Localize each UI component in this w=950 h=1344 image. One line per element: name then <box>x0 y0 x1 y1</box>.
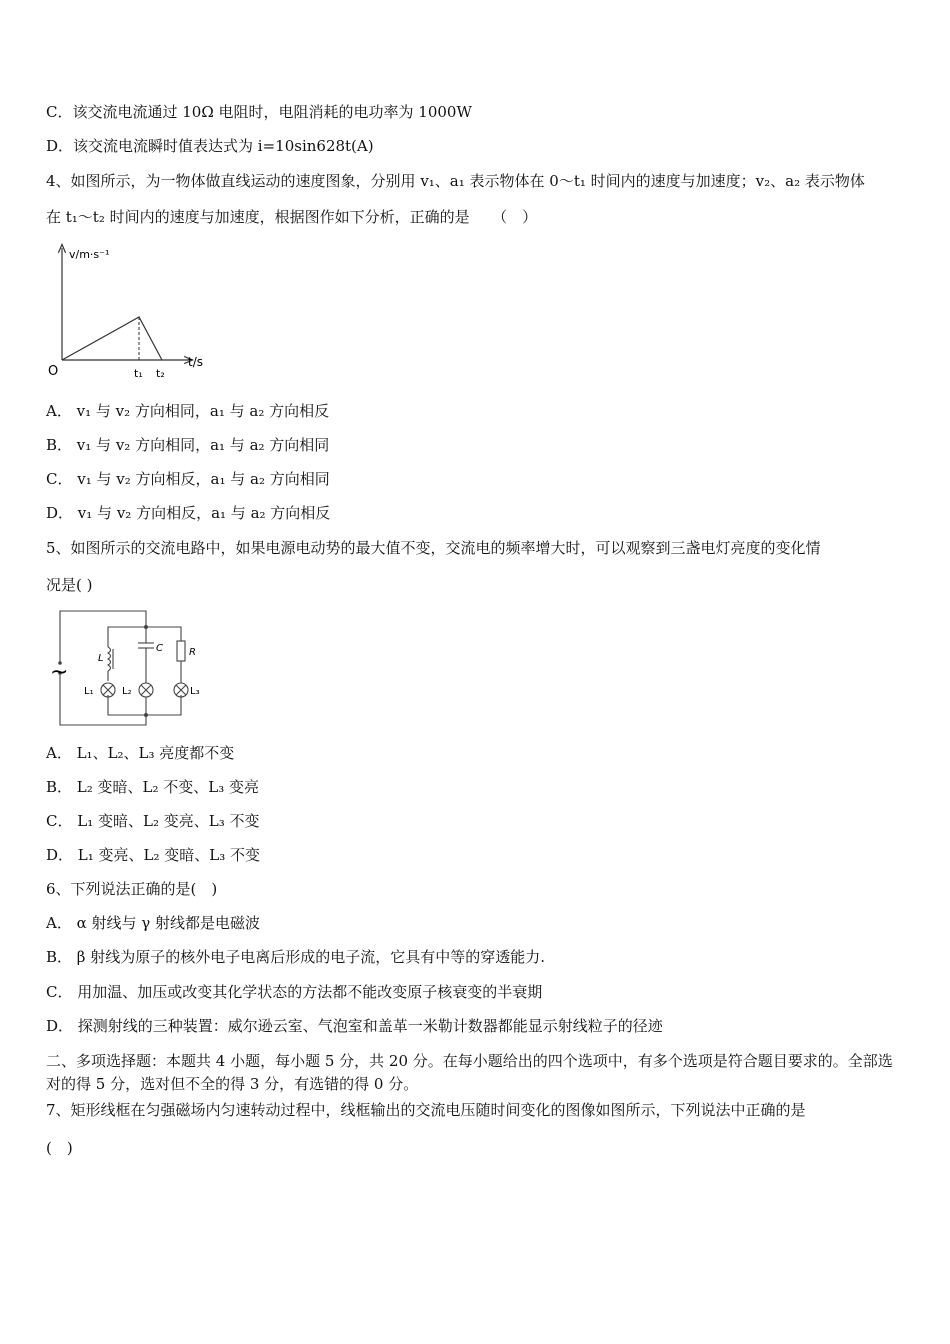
section-2-instructions: 二、多项选择题：本题共 4 小题，每小题 5 分，共 20 分。在每小题给出的四个选项中，有多个选项是符合题目要求的。全部选对的得 5 分，选对但不全的得 3 分，有选错的得 0 分。 <box>46 1052 893 1093</box>
label-resistor: R <box>189 647 196 658</box>
q4-option-b: B． v₁ 与 v₂ 方向相同，a₁ 与 a₂ 方向相同 <box>46 436 330 454</box>
q4-option-d: D． v₁ 与 v₂ 方向相反，a₁ 与 a₂ 方向相反 <box>46 504 331 522</box>
inductor-coil <box>108 647 111 671</box>
q6-option-c: C． 用加温、加压或改变其化学状态的方法都不能改变原子核衰变的半衰期 <box>46 983 543 1001</box>
graph-ylabel: v/m·s⁻¹ <box>69 248 110 261</box>
label-l1: L₁ <box>84 686 94 697</box>
q7-stem: 7、矩形线框在匀强磁场内匀速转动过程中，线框输出的交流电压随时间变化的图像如图所示，下列说法中正确的是 <box>46 1101 806 1119</box>
q5-option-b: B． L₂ 变暗、L₂ 不变、L₃ 变亮 <box>46 778 260 796</box>
q6-stem: 6、下列说法正确的是( ) <box>46 880 218 898</box>
label-l2: L₂ <box>122 686 132 697</box>
q3-option-c: C．该交流电流通过 10Ω 电阻时，电阻消耗的电功率为 1000W <box>46 103 472 121</box>
ac-circuit-diagram <box>44 605 214 735</box>
q5-stem-line2: 况是( ) <box>46 576 93 594</box>
q4-option-a: A． v₁ 与 v₂ 方向相同，a₁ 与 a₂ 方向相反 <box>46 402 330 420</box>
circuit-bottom-bus <box>108 695 181 715</box>
label-l3: L₃ <box>190 686 200 697</box>
junction-top <box>144 625 148 629</box>
resistor <box>177 641 185 661</box>
q3-option-d: D．该交流电流瞬时值表达式为 i=10sin628t(A) <box>46 137 374 155</box>
velocity-line <box>62 317 162 360</box>
graph-xlabel: t/s <box>188 355 203 369</box>
velocity-time-graph <box>44 240 214 385</box>
circuit-lower-wire <box>60 673 146 725</box>
q5-option-a: A． L₁、L₂、L₃ 亮度都不变 <box>46 744 235 762</box>
label-capacitor: C <box>156 643 163 654</box>
q4-stem-line2: 在 t₁～t₂ 时间内的速度与加速度，根据图作如下分析，正确的是 （ ） <box>46 208 538 226</box>
graph-origin: O <box>48 364 59 379</box>
graph-t1: t₁ <box>134 367 143 380</box>
q6-option-a: A． α 射线与 γ 射线都是电磁波 <box>46 914 261 932</box>
q5-option-d: D． L₁ 变亮、L₂ 变暗、L₃ 不变 <box>46 846 261 864</box>
q7-answer-paren: ( ) <box>46 1139 73 1157</box>
q4-option-c: C． v₁ 与 v₂ 方向相反，a₁ 与 a₂ 方向相同 <box>46 470 330 488</box>
q4-stem-line1: 4、如图所示，为一物体做直线运动的速度图象，分别用 v₁、a₁ 表示物体在 0～t₁ 时间内的速度与加速度；v₂、a₂ 表示物体 <box>46 172 865 190</box>
label-inductor: L <box>98 653 104 664</box>
q5-stem-line1: 5、如图所示的交流电路中，如果电源电动势的最大值不变，交流电的频率增大时，可以观察到三盏电灯亮度的变化情 <box>46 539 821 557</box>
junction-bottom <box>144 713 148 717</box>
q6-option-d: D． 探测射线的三种装置：威尔逊云室、气泡室和盖革一米勒计数器都能显示射线粒子的径迹 <box>46 1017 663 1035</box>
q6-option-b: B． β 射线为原子的核外电子电离后形成的电子流，它具有中等的穿透能力. <box>46 948 546 966</box>
graph-t2: t₂ <box>156 367 165 380</box>
circuit-top-bus <box>108 627 181 637</box>
ac-source-symbol: ~ <box>50 660 69 685</box>
q5-option-c: C． L₁ 变暗、L₂ 变亮、L₃ 不变 <box>46 812 260 830</box>
